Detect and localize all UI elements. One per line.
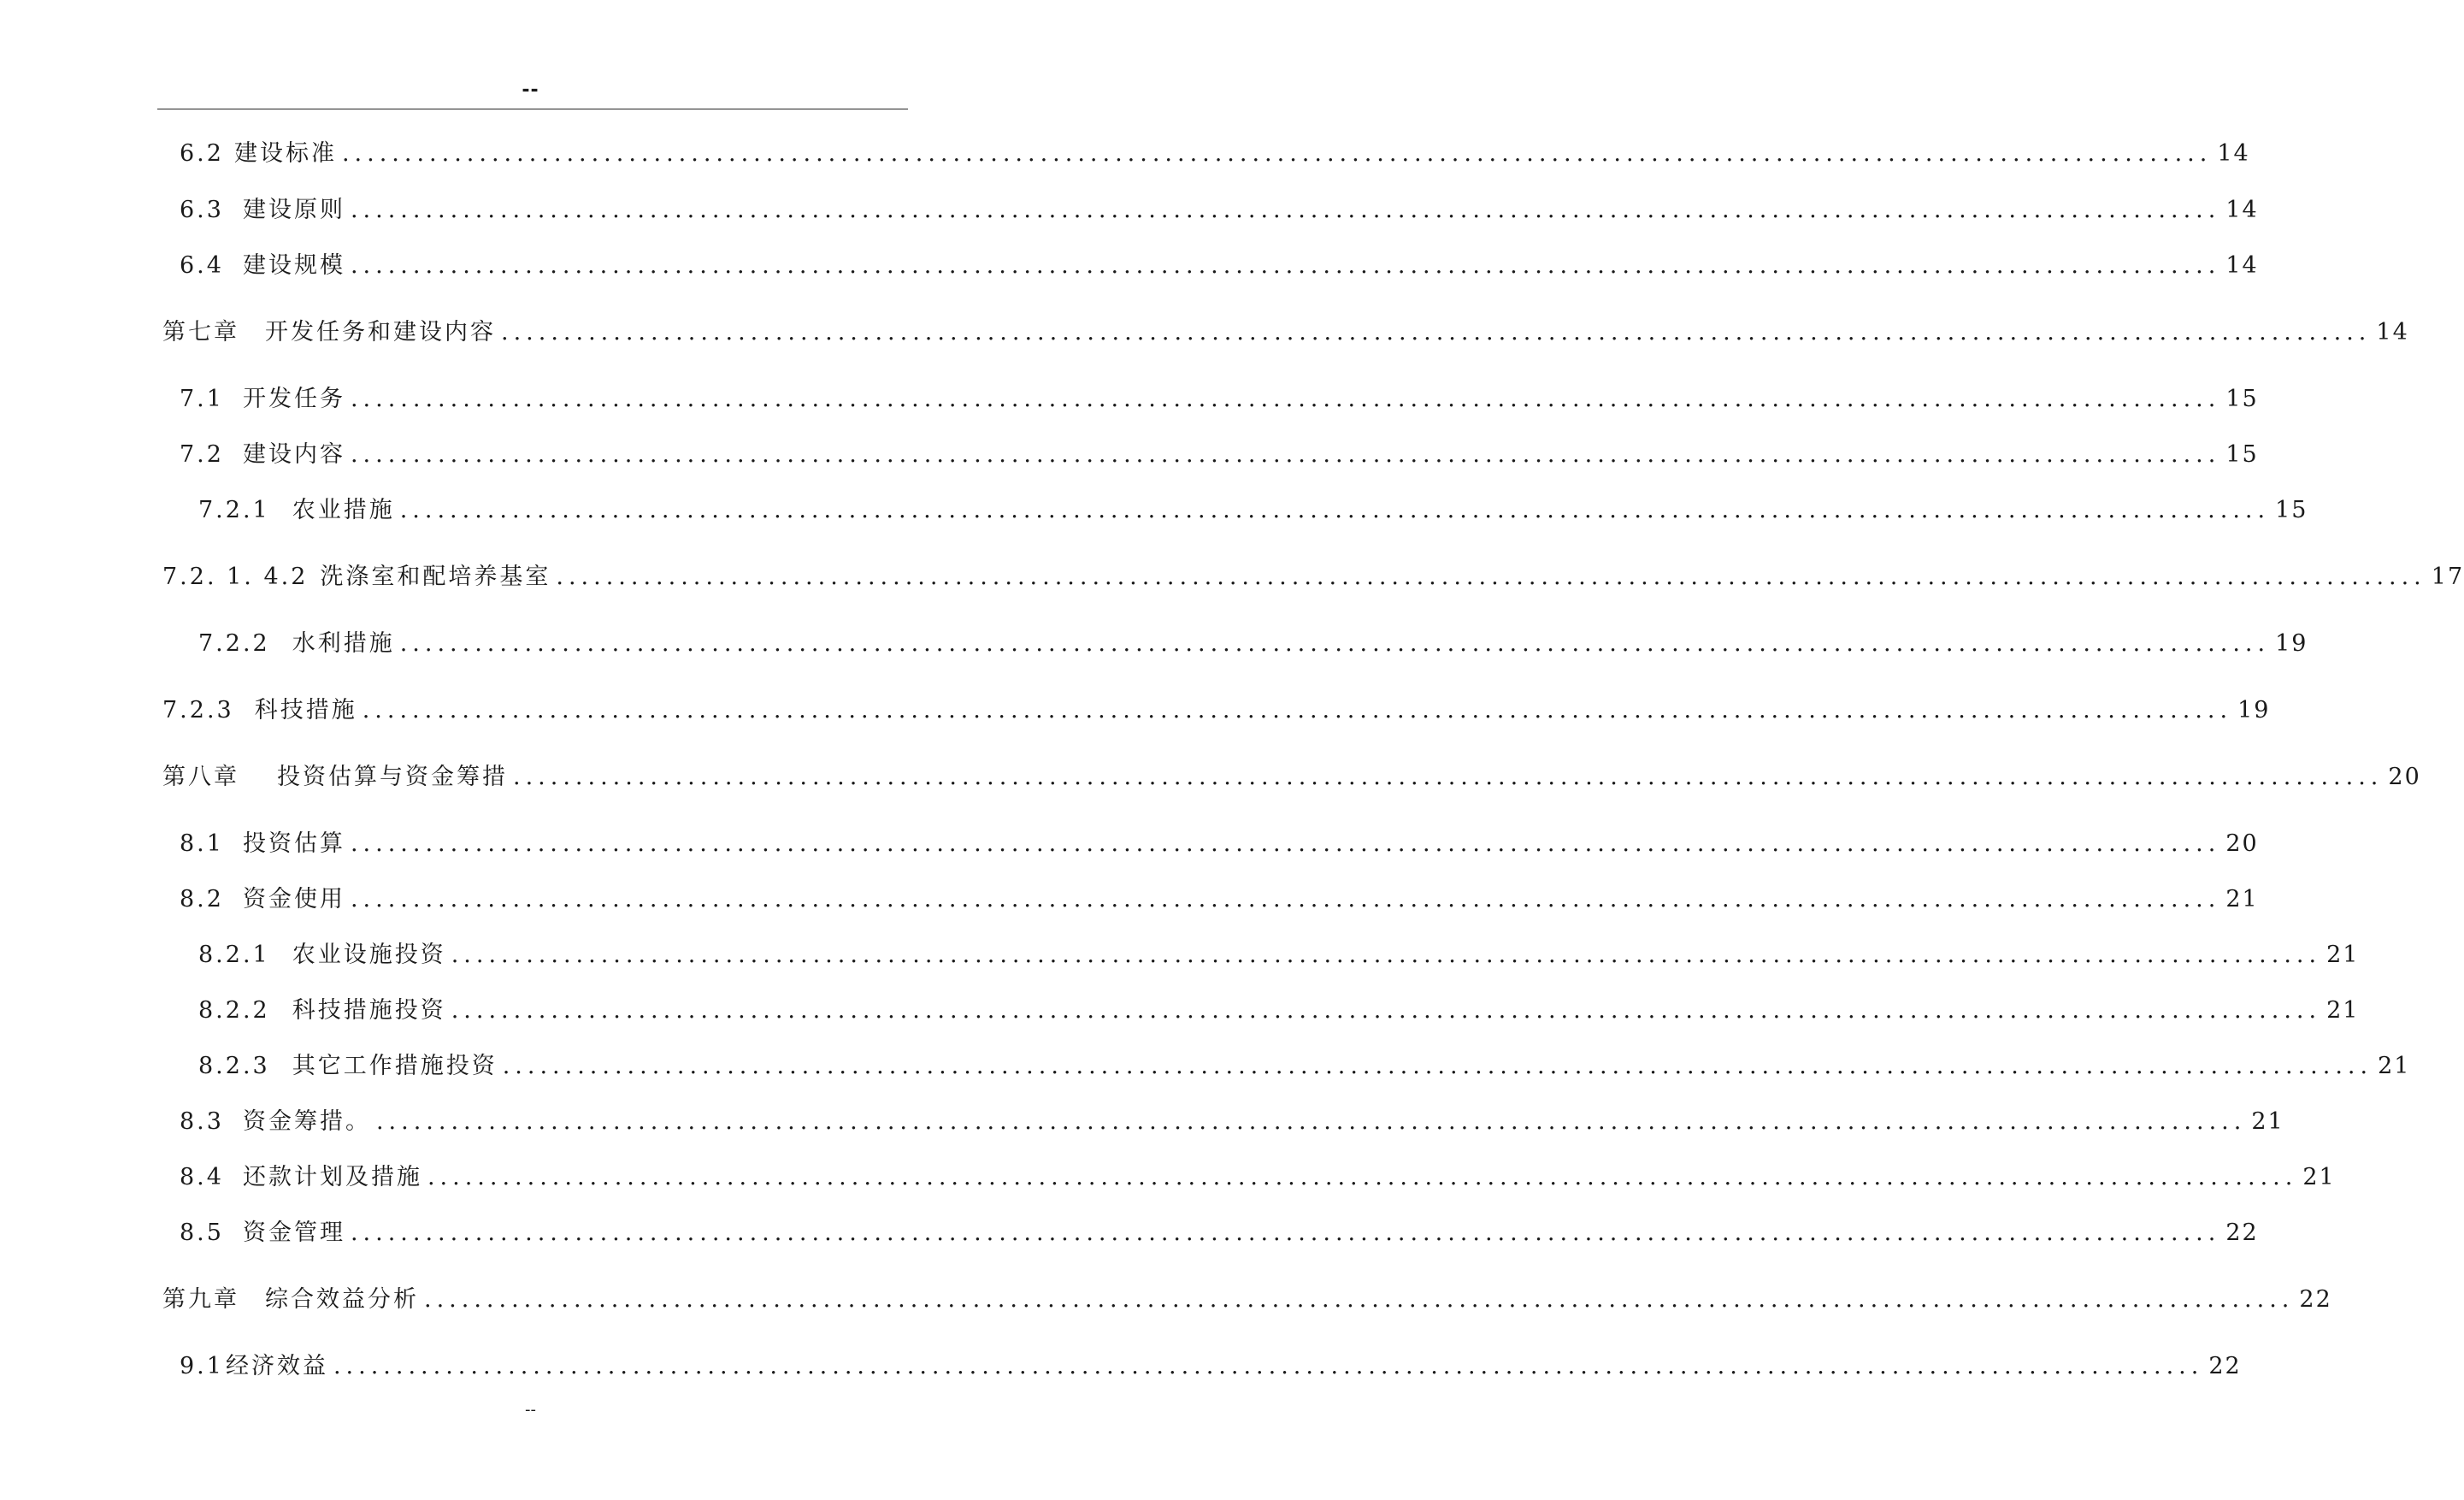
toc-leader-dots: ...................................................................................................................................................... (424, 1286, 2295, 1313)
toc-leader-dots: ...................................................................................................................................................... (502, 1053, 2373, 1079)
toc-entry-page: 21 (2326, 942, 2360, 968)
toc-entry-number: 7.2.3 (162, 697, 234, 723)
toc-entry-7-2-1[interactable] (198, 491, 2308, 525)
toc-entry-number: 7.2.2 (198, 630, 270, 657)
toc-entry-title: 开发任务 (242, 386, 345, 412)
toc-entry-title: 水利措施 (292, 630, 395, 657)
toc-entry-chapter-9[interactable] (162, 1280, 2332, 1314)
toc-entry-number: 8.4 (180, 1164, 224, 1190)
toc-entry-title: 洗涤室和配培养基室 (320, 564, 551, 590)
toc-entry-title: 经济效益 (225, 1353, 328, 1379)
toc-entry-title: 建设内容 (242, 441, 345, 468)
page-header: -- (522, 80, 539, 101)
toc-leader-dots: ...................................................................................................................................................... (513, 764, 2384, 790)
toc-entry-7-2[interactable] (180, 435, 2259, 469)
toc-entry-title: 建设标准 (233, 140, 337, 167)
toc-entry-8-4[interactable] (180, 1158, 2336, 1192)
toc-entry-page: 15 (2225, 386, 2259, 412)
toc-entry-title: 建设规模 (242, 252, 345, 279)
toc-entry-8-3[interactable] (180, 1102, 2284, 1137)
toc-entry-title: 科技措施投资 (292, 997, 446, 1024)
toc-entry-number: 6.2 (180, 140, 224, 167)
toc-entry-number: 6.4 (180, 252, 224, 279)
toc-leader-dots: ...................................................................................................................................................... (350, 386, 2221, 412)
toc-entry-page: 20 (2225, 830, 2259, 857)
toc-leader-dots: ...................................................................................................................................................... (399, 497, 2271, 523)
toc-entry-number: 8.5 (180, 1219, 224, 1246)
toc-entry-number: 8.2.3 (198, 1053, 270, 1079)
toc-entry-title: 其它工作措施投资 (292, 1053, 498, 1079)
toc-entry-page: 22 (2299, 1286, 2332, 1313)
toc-leader-dots: ...................................................................................................................................................... (341, 140, 2213, 167)
toc-entry-number: 第九章 (162, 1286, 239, 1313)
toc-leader-dots: ...................................................................................................................................................... (350, 830, 2221, 857)
toc-entry-page: 15 (2225, 441, 2259, 468)
toc-entry-number: 8.2.1 (198, 942, 270, 968)
toc-entry-page: 21 (2225, 886, 2259, 912)
toc-entry-6-2[interactable] (180, 134, 2250, 168)
toc-entry-page: 15 (2275, 497, 2308, 523)
toc-entry-chapter-7[interactable] (162, 313, 2409, 347)
toc-leader-dots: ...................................................................................................................................................... (556, 564, 2426, 590)
page-footer: -- (525, 1401, 536, 1419)
toc-entry-chapter-8[interactable] (162, 758, 2421, 792)
toc-entry-page: 21 (2302, 1164, 2336, 1190)
toc-entry-number: 7.1 (180, 386, 224, 412)
toc-entry-9-1[interactable] (180, 1347, 2242, 1381)
toc-entry-page: 22 (2225, 1219, 2259, 1246)
toc-entry-title: 农业措施 (292, 497, 395, 523)
toc-entry-page: 19 (2275, 630, 2308, 657)
toc-leader-dots: ...................................................................................................................................................... (350, 197, 2221, 223)
toc-entry-8-1[interactable] (180, 824, 2259, 859)
toc-entry-page: 14 (2225, 197, 2259, 223)
toc-leader-dots: ...................................................................................................................................................... (350, 886, 2221, 912)
toc-leader-dots: ...................................................................................................................................................... (451, 942, 2322, 968)
toc-entry-title: 投资估算 (242, 830, 345, 857)
toc-entry-page: 20 (2388, 764, 2421, 790)
toc-entry-number: 8.2 (180, 886, 224, 912)
toc-entry-title: 科技措施 (254, 697, 357, 723)
toc-entry-title: 开发任务和建设内容 (265, 319, 496, 345)
toc-entry-7-2-2[interactable] (198, 624, 2308, 658)
toc-entry-page: 21 (2326, 997, 2360, 1024)
toc-entry-number: 9.1 (180, 1353, 224, 1379)
toc-leader-dots: ...................................................................................................................................................... (451, 997, 2322, 1024)
toc-entry-page: 14 (2376, 319, 2409, 345)
toc-entry-number: 7.2. 1. 4.2 (162, 564, 309, 590)
toc-entry-page: 14 (2225, 252, 2259, 279)
toc-leader-dots: ...................................................................................................................................................... (350, 252, 2221, 279)
toc-leader-dots: ...................................................................................................................................................... (362, 697, 2233, 723)
toc-entry-number: 8.1 (180, 830, 224, 857)
toc-entry-title: 资金管理 (242, 1219, 345, 1246)
toc-leader-dots: ...................................................................................................................................................... (501, 319, 2372, 345)
toc-leader-dots: ...................................................................................................................................................... (350, 441, 2221, 468)
toc-entry-title: 投资估算与资金筹措 (277, 764, 508, 790)
toc-entry-page: 22 (2208, 1353, 2242, 1379)
toc-entry-number: 7.2 (180, 441, 224, 468)
toc-leader-dots: ...................................................................................................................................................... (350, 1219, 2221, 1246)
toc-entry-title: 资金使用 (242, 886, 345, 912)
toc-entry-6-3[interactable] (180, 191, 2259, 225)
toc-entry-8-2-1[interactable] (198, 936, 2360, 970)
toc-entry-page: 21 (2378, 1053, 2411, 1079)
toc-entry-number: 7.2.1 (198, 497, 270, 523)
toc-entry-page: 17 (2431, 564, 2464, 590)
toc-entry-number: 第八章 (162, 764, 239, 790)
toc-entry-page: 21 (2251, 1108, 2284, 1135)
toc-entry-title: 资金筹措。 (242, 1108, 371, 1135)
toc-entry-number: 6.3 (180, 197, 224, 223)
toc-entry-8-5[interactable] (180, 1214, 2259, 1248)
toc-entry-8-2[interactable] (180, 880, 2259, 914)
toc-entry-8-2-3[interactable] (198, 1047, 2411, 1081)
toc-entry-number: 8.3 (180, 1108, 224, 1135)
toc-entry-7-2-3[interactable] (162, 691, 2271, 725)
toc-leader-dots: ...................................................................................................................................................... (375, 1108, 2247, 1135)
toc-entry-8-2-2[interactable] (198, 991, 2360, 1025)
toc-entry-title: 还款计划及措施 (242, 1164, 422, 1190)
toc-entry-title: 建设原则 (242, 197, 345, 223)
toc-entry-page: 19 (2237, 697, 2271, 723)
toc-leader-dots: ...................................................................................................................................................... (399, 630, 2271, 657)
toc-leader-dots: ...................................................................................................................................................... (427, 1164, 2298, 1190)
toc-entry-6-4[interactable] (180, 246, 2259, 281)
toc-entry-number: 8.2.2 (198, 997, 270, 1024)
toc-entry-7-1[interactable] (180, 380, 2259, 414)
toc-entry-title: 农业设施投资 (292, 942, 446, 968)
toc-leader-dots: ...................................................................................................................................................... (333, 1353, 2204, 1379)
toc-entry-page: 14 (2217, 140, 2250, 167)
toc-entry-7-2-1-4-2[interactable] (162, 558, 2464, 592)
toc-entry-title: 综合效益分析 (265, 1286, 419, 1313)
toc-entry-number: 第七章 (162, 319, 239, 345)
